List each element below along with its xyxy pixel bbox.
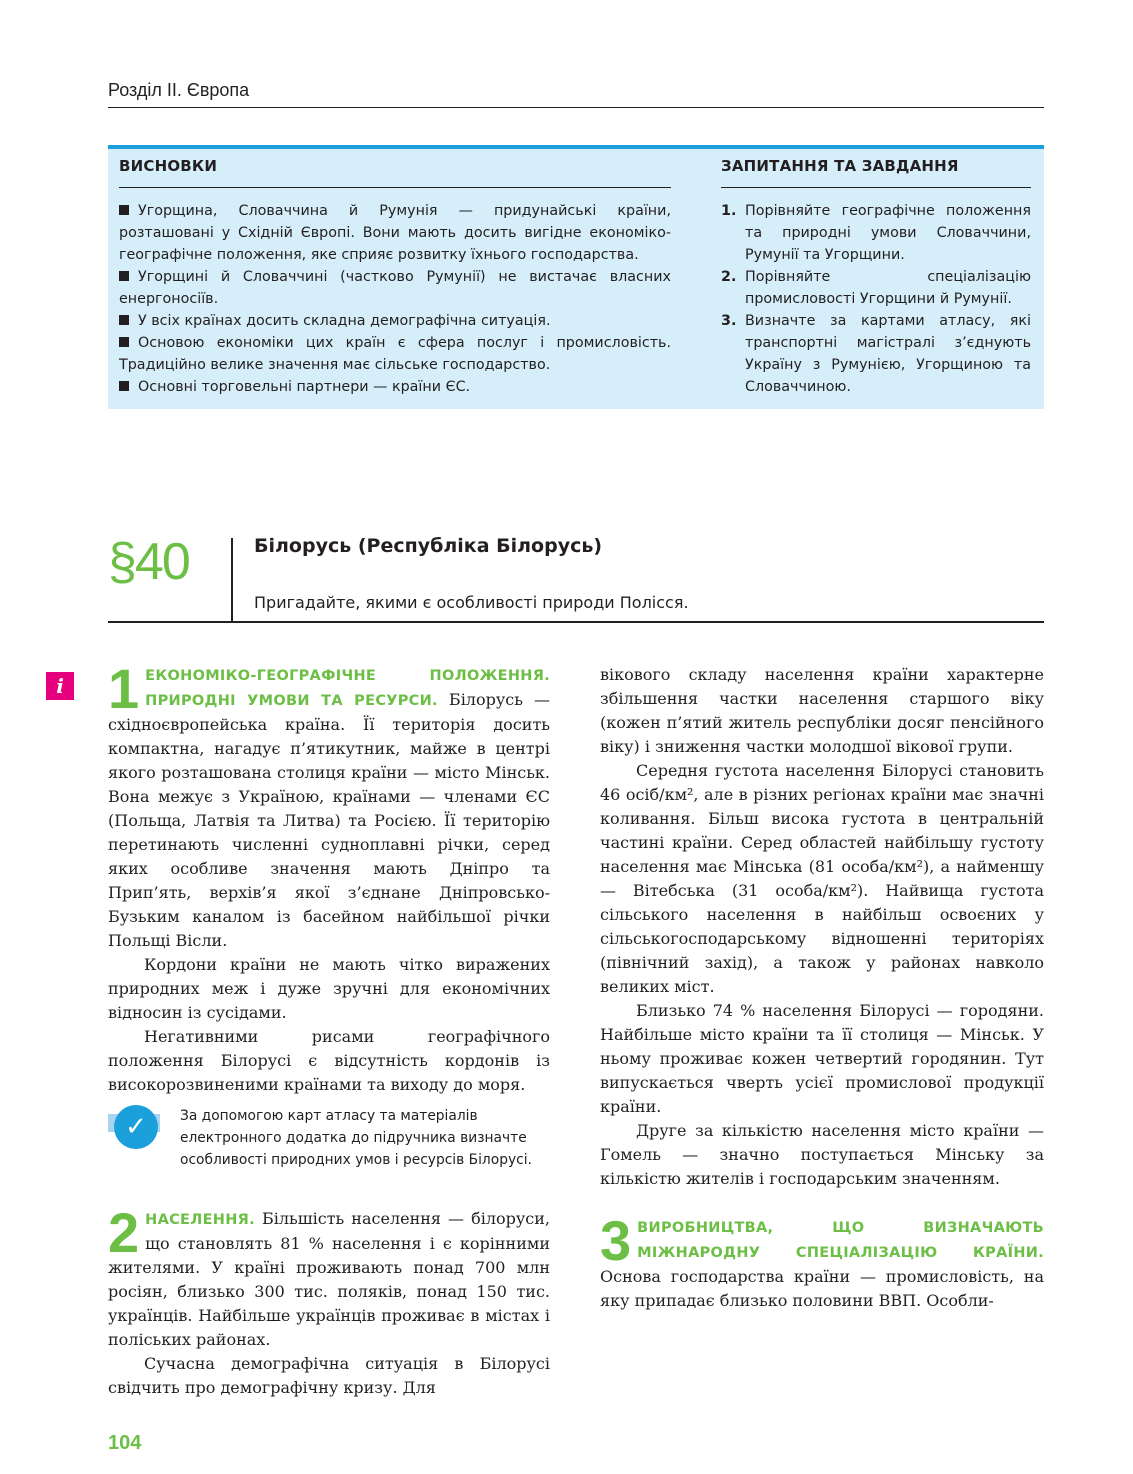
- task-box: [108, 1099, 550, 1183]
- subsection-2: [108, 1201, 550, 1352]
- question-item: 1. Порівняйте географічне положення та природні умови Словаччини, Румунії та Угорщини.: [721, 203, 1031, 263]
- title-divider: [231, 538, 233, 622]
- paragraph: вікового складу населення країни характерне збільшення частки населення старшого віку (кожен п’ятий житель республіки досяг пенсійного віку) і зниження частки молодшої вікової групи.: [600, 665, 1044, 756]
- conclusion-item: Угорщині й Словаччині (частково Румунії) не вистачає власних енергоносіїв.: [119, 269, 671, 307]
- paragraph-text: Білорусь — східноєвропейська країна. Її територія досить компактна, нагадує п’ятикутник, майже в центрі якого розташована столиця країни — місто Мінськ. Вона межує з Україною, країнами — членами ЄС (Польща, Латвія та Литва) та Росією. Її територію перетинають численні судноплавні річки, серед яких особливе значення мають Дніпро та Прип’ять, верхів’я якої з’єднане Дніпровсько-Бузьким каналом із басейном найбільшої річки Польщі Вісли.: [108, 690, 550, 950]
- conclusion-item: Угорщина, Словаччина й Румунія — придунайські країни, розташовані у Східній Європі. Вони мають досить вигідне економіко-географічне положення, яке сприяє розвитку їхнього господарства.: [119, 203, 671, 263]
- subsection-number: 1: [108, 657, 140, 720]
- questions-title: ЗАПИТАННЯ ТА ЗАВДАННЯ: [721, 157, 1031, 188]
- square-bullet-icon: [119, 271, 129, 281]
- checkmark-icon: ✓: [108, 1105, 160, 1147]
- paragraph: Середня густота населення Білорусі становить 46 осіб/км², але в різних регіонах країни має значні коливання. Більш висока густота в центральній частині країни. Серед областей найбільшу густоту населення має Мінська (81 особа/км²), а найменшу — Вітебська (31 особа/км²). Найвища густота сільського населення в найбільш освоєних у сільськогосподарському відношенні територіях (північний захід), а також у районах навколо великих міст.: [600, 761, 1044, 996]
- running-head: Розділ ІІ. Європа: [108, 80, 1044, 108]
- subsection-heading: ВИРОБНИЦТВА, ЩО ВИЗНАЧАЮТЬ МІЖНАРОДНУ СПЕЦІАЛІЗАЦІЮ КРАЇНИ.: [637, 1220, 1044, 1261]
- left-column: [108, 657, 550, 1400]
- questions-column: [721, 157, 1031, 398]
- paragraph: Сучасна демографічна ситуація в Білорусі свідчить про демографічну кризу. Для: [108, 1354, 550, 1397]
- conclusion-item: У всіх країнах досить складна демографічна ситуація.: [119, 310, 671, 332]
- task-text: За допомогою карт атласу та матеріалів електронного додатка до підручника визначте особливості природних умов і ресурсів Білорусі.: [180, 1108, 532, 1168]
- square-bullet-icon: [119, 315, 129, 325]
- subsection-number: 2: [108, 1201, 140, 1264]
- conclusion-item: Основні торговельні партнери — країни ЄС.: [119, 376, 671, 398]
- paragraph: Негативними рисами географічного положення Білорусі є відсутність кордонів із високорозвиненими країнами та виходу до моря.: [108, 1027, 550, 1094]
- question-item: 3. Визначте за картами атласу, які транспортні магістралі з’єднують Україну з Румунією, Угорщиною та Словаччиною.: [721, 313, 1031, 395]
- subsection-3: [600, 1209, 1044, 1313]
- conclusions-list: [119, 200, 671, 398]
- subsection-1: [108, 657, 550, 953]
- paragraph: Кордони країни не мають чітко виражених природних меж і дуже зручні для економічних відносин із сусідами.: [108, 955, 550, 1022]
- section-title: Білорусь (Республіка Білорусь): [254, 535, 603, 557]
- section-prompt: Пригадайте, якими є особливості природи Полісся.: [254, 593, 689, 612]
- square-bullet-icon: [119, 337, 129, 347]
- conclusion-item: Основою економіки цих країн є сфера послуг і промисловість. Традиційно велике значення має сільське господарство.: [119, 335, 671, 373]
- paragraph-number: §40: [108, 533, 189, 591]
- header-rule: [108, 621, 1044, 623]
- paragraph: Близько 74 % населення Білорусі — городяни. Найбільше місто країни та її столиця — Мінськ. У ньому проживає кожен четвертий городянин. Тут випускається чверть усієї промислової продукції країни.: [600, 1001, 1044, 1116]
- info-icon: i: [46, 672, 74, 700]
- paragraph-text: Більшість населення — білоруси, що становлять 81 % населення і є корінними жителями. У країні проживають понад 700 млн росіян, близько 300 тис. поляків, понад 150 тис. українців. Найбільше українців проживає в містах і поліських районах.: [108, 1209, 550, 1349]
- conclusions-column: [119, 157, 671, 398]
- summary-box: [108, 145, 1044, 409]
- questions-list: [721, 200, 1031, 398]
- square-bullet-icon: [119, 381, 129, 391]
- subsection-heading: ЕКОНОМІКО-ГЕОГРАФІЧНЕ ПОЛОЖЕННЯ. ПРИРОДНІ УМОВИ ТА РЕСУРСИ.: [145, 668, 550, 709]
- subsection-number: 3: [600, 1209, 632, 1272]
- subsection-heading: НАСЕЛЕННЯ.: [145, 1212, 255, 1228]
- paragraph-text: Основа господарства країни — промисловість, на яку припадає близько половини ВВП. Особли-: [600, 1267, 1044, 1310]
- question-item: 2. Порівняйте спеціалізацію промисловості Угорщини й Румунії.: [721, 269, 1031, 307]
- right-column: [600, 663, 1044, 1313]
- paragraph: Друге за кількістю населення місто країни — Гомель — значно поступається Мінську за кількістю жителів і господарським значенням.: [600, 1121, 1044, 1188]
- square-bullet-icon: [119, 205, 129, 215]
- conclusions-title: ВИСНОВКИ: [119, 157, 671, 188]
- page-number: 104: [108, 1432, 142, 1454]
